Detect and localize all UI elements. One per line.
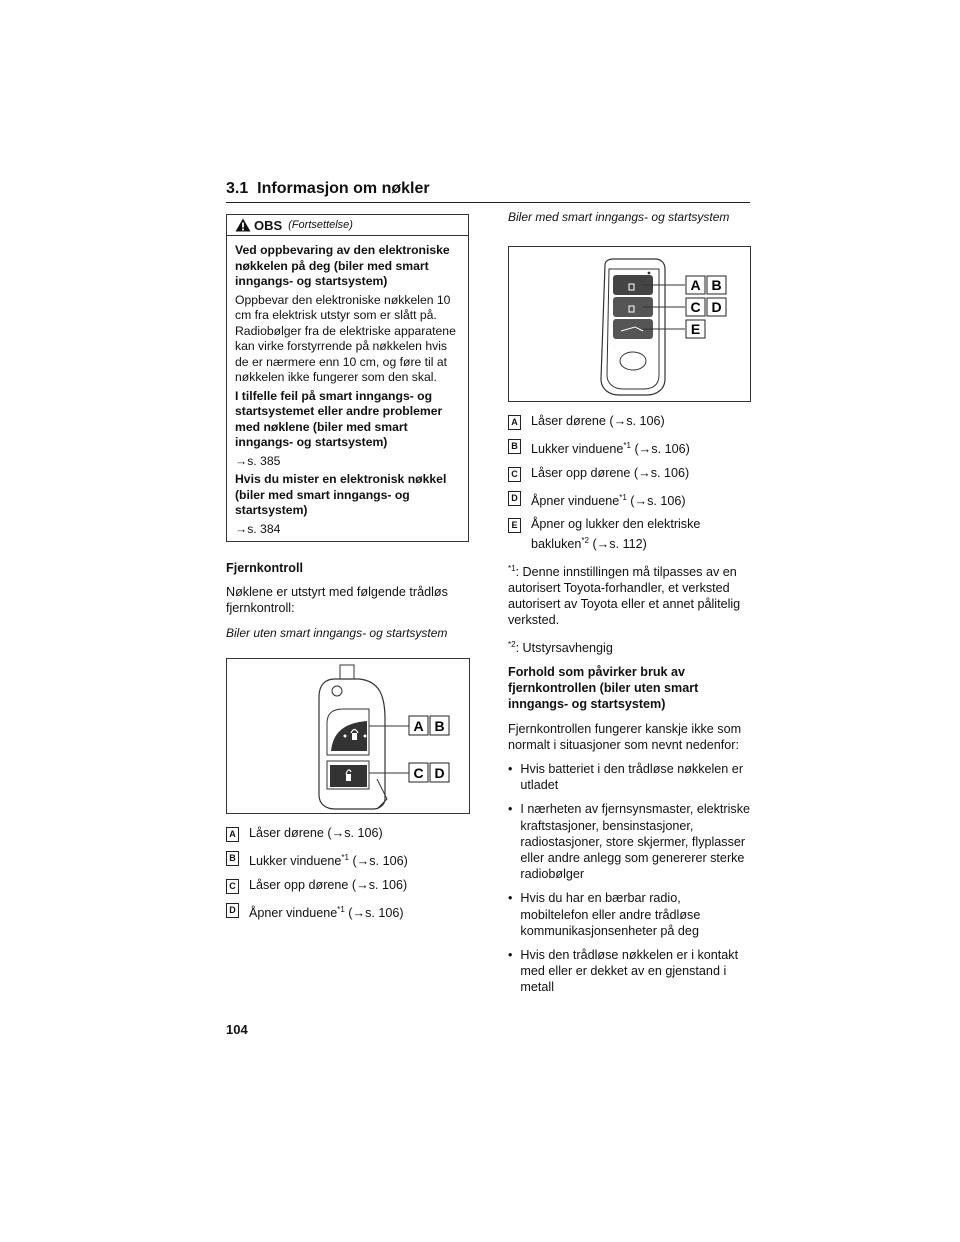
figure-caption-right: Biler med smart inngangs- og startsystem [508, 210, 730, 224]
legend-ref: (→s. 112) [588, 537, 647, 552]
legend-text: Låser dørene (→s. 106) [531, 414, 665, 428]
legend-label: D [226, 903, 239, 918]
footnote-1 [508, 561, 752, 629]
legend-ref: (→s. 106) [348, 854, 408, 869]
warning-icon [235, 218, 251, 232]
conditions-heading: Forhold som påvirker bruk av fjernkontrollen (biler uten smart inngangs- og startsystem) [508, 664, 699, 712]
bullet-text: Hvis batteriet i den trådløse nøkkelen er utladet [520, 761, 744, 793]
left-legend [226, 826, 470, 929]
right-column [508, 414, 752, 1004]
legend-text: Åpner vinduene [249, 905, 338, 920]
remote-heading: Fjernkontroll [226, 561, 303, 575]
callout-a: A [690, 277, 701, 293]
legend-item [508, 414, 752, 430]
key-fob-illustration [227, 659, 469, 813]
legend-item [508, 490, 752, 510]
figure-smart-key [508, 246, 751, 402]
legend-text: Åpner og lukker den elektriske bakluken [531, 517, 701, 552]
footnote-mark: *1 [623, 441, 631, 450]
footnote-text: : Denne innstillingen må tilpasses av en autorisert Toyota-forhandler, et verksted autorisert av Toyota eller et annet pålitelig verksted. [508, 564, 741, 628]
bullet-dot: • [508, 761, 513, 776]
bullet-dot: • [508, 802, 513, 817]
footnote-mark: *2 [581, 535, 589, 545]
footnote-mark: *2 [508, 639, 516, 649]
section-header [226, 180, 750, 203]
obs-heading-3: Hvis du mister en elektronisk nøkkel (biler med smart inngangs- og startsystem) [235, 472, 447, 517]
legend-item [226, 850, 470, 870]
figure-key-fob-left [226, 658, 470, 814]
legend-item [226, 902, 470, 922]
conditions-intro: Fjernkontrollen fungerer kanskje ikke som normalt i situasjoner som nevnt nedenfor: [508, 721, 742, 752]
legend-text: Låser opp dørene (→s. 106) [531, 465, 690, 480]
smart-key-illustration [509, 247, 750, 401]
page-number: 104 [226, 1022, 248, 1037]
legend-ref: (→s. 106) [626, 493, 686, 508]
bullet-dot: • [508, 891, 513, 906]
section-number: 3.1 [226, 180, 249, 197]
legend-item [226, 878, 470, 894]
legend-item [508, 517, 752, 552]
callout-d: D [434, 765, 445, 781]
legend-label: A [508, 415, 521, 430]
obs-tag-text: OBS [254, 217, 283, 233]
bullet-text: I nærheten av fjernsynsmaster, elektriske kraftstasjoner, bensinstasjoner, radiostasjoner, store skjermer, flyplasser eller andre anlegg som genererer sterke radiobølger [520, 802, 751, 882]
obs-continued: (Fortsettelse) [288, 219, 353, 231]
bullet-item [508, 761, 752, 793]
legend-label: B [226, 851, 239, 866]
section-title: Informasjon om nøkler [257, 180, 430, 197]
bullet-item [508, 801, 752, 882]
callout-c: C [690, 299, 701, 315]
callout-c: C [413, 765, 424, 781]
obs-text-1: Oppbevar den elektroniske nøkkelen 10 cm fra elektrisk utstyr som er slått på. Radiobølger fra de elektriske apparatene kan virke forstyrrende på nøkkelen hvis de er nærmere enn 10 cm, og føre til at nøkkelen ikke fungerer som den skal. [235, 292, 456, 384]
footnote-mark: *1 [508, 563, 516, 573]
legend-item [508, 466, 752, 482]
bullet-text: Hvis den trådløse nøkkelen er i kontakt med eller er dekket av en gjenstand i metall [520, 948, 739, 995]
footnote-2 [508, 637, 752, 656]
figure-caption-left: Biler uten smart inngangs- og startsystem [226, 625, 448, 640]
obs-heading-2: I tilfelle feil på smart inngangs- og startsystemet eller andre problemer med nøklene (biler med smart inngangs- og startsystem) [235, 388, 443, 449]
obs-heading-1: Ved oppbevaring av den elektroniske nøkkelen på deg (biler med smart inngangs- og startsystem) [235, 243, 450, 288]
legend-label: C [226, 879, 239, 894]
legend-text: Lukker vinduene [531, 442, 624, 457]
legend-item [508, 438, 752, 458]
callout-b: B [711, 277, 722, 293]
legend-item [226, 826, 470, 842]
legend-label: C [508, 467, 521, 482]
bullet-item [508, 947, 752, 996]
bullet-text: Hvis du har en bærbar radio, mobiltelefon eller andre trådløse kommunikasjonsenheter på deg [520, 891, 701, 938]
legend-label: B [508, 439, 521, 454]
callout-d: D [711, 299, 722, 315]
callout-a: A [413, 718, 424, 734]
remote-intro: Nøklene er utstyrt med følgende trådløs fjernkontroll: [226, 585, 448, 616]
obs-tag [235, 218, 282, 233]
bullet-dot: • [508, 948, 513, 962]
footnote-text: : Utstyrsavhengig [515, 640, 613, 655]
legend-text: Åpner vinduene [531, 493, 620, 508]
left-column [226, 560, 470, 649]
footnote-mark: *1 [341, 853, 349, 862]
legend-text: Låser dørene (→s. 106) [249, 826, 383, 840]
legend-text: Låser opp dørene (→s. 106) [249, 877, 408, 892]
obs-text-3: →s. 384 [235, 521, 281, 536]
obs-header [227, 215, 468, 236]
legend-text: Lukker vinduene [249, 854, 342, 869]
legend-label: A [226, 827, 239, 842]
footnote-mark: *1 [337, 904, 345, 914]
callout-b: B [434, 718, 445, 734]
legend-ref: (→s. 106) [630, 442, 690, 457]
obs-text-2: →s. 385 [235, 453, 281, 468]
legend-ref: (→s. 106) [344, 905, 404, 920]
legend-label: D [508, 491, 521, 506]
bullet-item [508, 890, 752, 939]
footnote-mark: *1 [619, 492, 627, 502]
callout-e: E [690, 321, 701, 337]
obs-box [226, 214, 469, 542]
legend-label: E [508, 518, 521, 533]
